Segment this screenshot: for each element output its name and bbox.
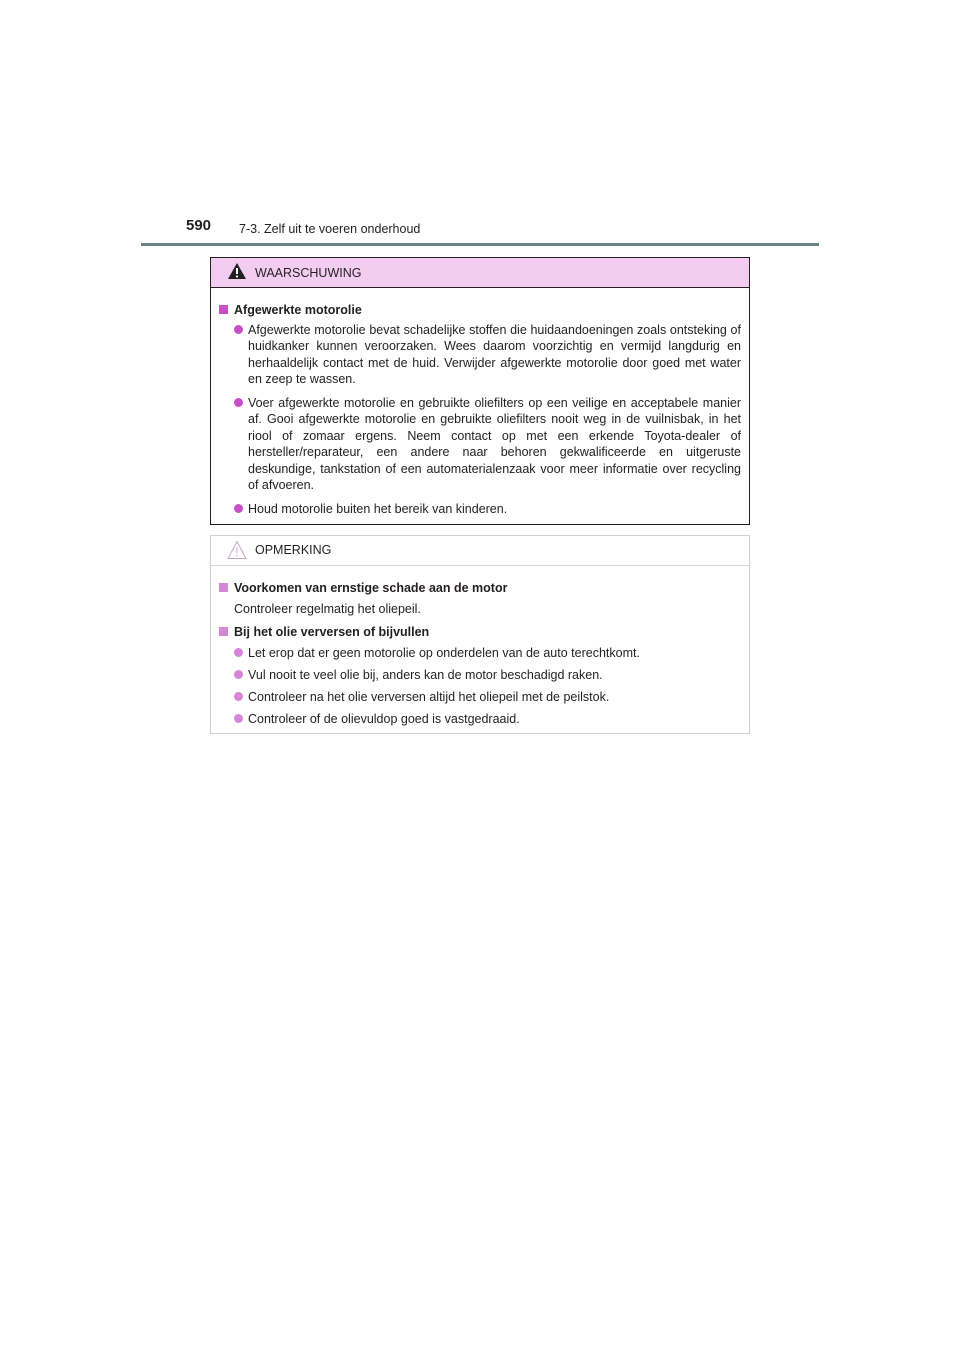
note-title: OPMERKING <box>255 543 332 557</box>
page-number: 590 <box>186 217 212 234</box>
round-bullet-icon <box>234 504 243 513</box>
note-box <box>210 535 750 734</box>
square-bullet-icon <box>219 627 228 636</box>
section-title: 7-3. Zelf uit te voeren onderhoud <box>239 222 421 236</box>
square-bullet-icon <box>219 305 228 314</box>
round-bullet-icon <box>234 670 243 679</box>
note-header <box>211 536 749 566</box>
list-item <box>217 689 741 706</box>
round-bullet-icon <box>234 692 243 701</box>
list-item <box>217 395 741 494</box>
round-bullet-icon <box>234 648 243 657</box>
warning-body <box>211 288 749 517</box>
list-item <box>217 711 741 728</box>
caution-triangle-outline-icon <box>227 540 247 560</box>
warning-title: WAARSCHUWING <box>255 266 362 280</box>
list-item <box>217 322 741 388</box>
list-item <box>217 645 741 662</box>
warning-box <box>210 257 750 525</box>
round-bullet-icon <box>234 398 243 407</box>
list-item-text: Houd motorolie buiten het bereik van kinderen. <box>248 501 508 516</box>
list-item <box>217 667 741 684</box>
note-topic-1-text: Controleer regelmatig het oliepeil. <box>234 601 421 616</box>
note-topic-2 <box>217 624 741 641</box>
list-item-text: Afgewerkte motorolie bevat schadelijke stoffen die huidaandoeningen zoals ontsteking of huidkanker kunnen veroorzaken. Wees daarom voorzichtig en vermijd langdurig en herhaaldelijk contact met de huid. Verwijder afgewerkte motorolie door goed met water en zeep te wassen. <box>248 322 741 386</box>
header-rule <box>141 243 819 246</box>
note-topic-1-label: Voorkomen van ernstige schade aan de motor <box>234 581 508 595</box>
list-item <box>217 501 741 518</box>
warning-header <box>211 258 749 288</box>
warning-topic-label: Afgewerkte motorolie <box>234 303 362 317</box>
warning-triangle-icon <box>227 262 247 280</box>
note-topic-1 <box>217 580 741 597</box>
list-item-text: Controleer na het olie verversen altijd het oliepeil met de peilstok. <box>248 689 610 704</box>
note-body <box>211 566 749 727</box>
list-item-text: Voer afgewerkte motorolie en gebruikte oliefilters op een veilige en acceptabele manier af. Gooi afgewerkte motorolie en gebruikte oliefilters nooit weg in de vuilnisbak, in het riool of zomaar ergens. Neem contact op met een erkende Toyota-dealer of hersteller/reparateur, een andere naar behoren gekwalificeerde en uitgeruste deskundige, tankstation of een automaterialenzaak voor meer informatie over recycling of afvoeren. <box>248 395 741 492</box>
list-item-text: Vul nooit te veel olie bij, anders kan de motor beschadigd raken. <box>248 667 603 682</box>
note-topic-2-label: Bij het olie verversen of bijvullen <box>234 625 430 639</box>
round-bullet-icon <box>234 714 243 723</box>
list-item-text: Let erop dat er geen motorolie op onderdelen van de auto terechtkomt. <box>248 645 640 660</box>
square-bullet-icon <box>219 583 228 592</box>
list-item-text: Controleer of de olievuldop goed is vastgedraaid. <box>248 711 520 726</box>
round-bullet-icon <box>234 325 243 334</box>
warning-topic <box>217 302 741 319</box>
